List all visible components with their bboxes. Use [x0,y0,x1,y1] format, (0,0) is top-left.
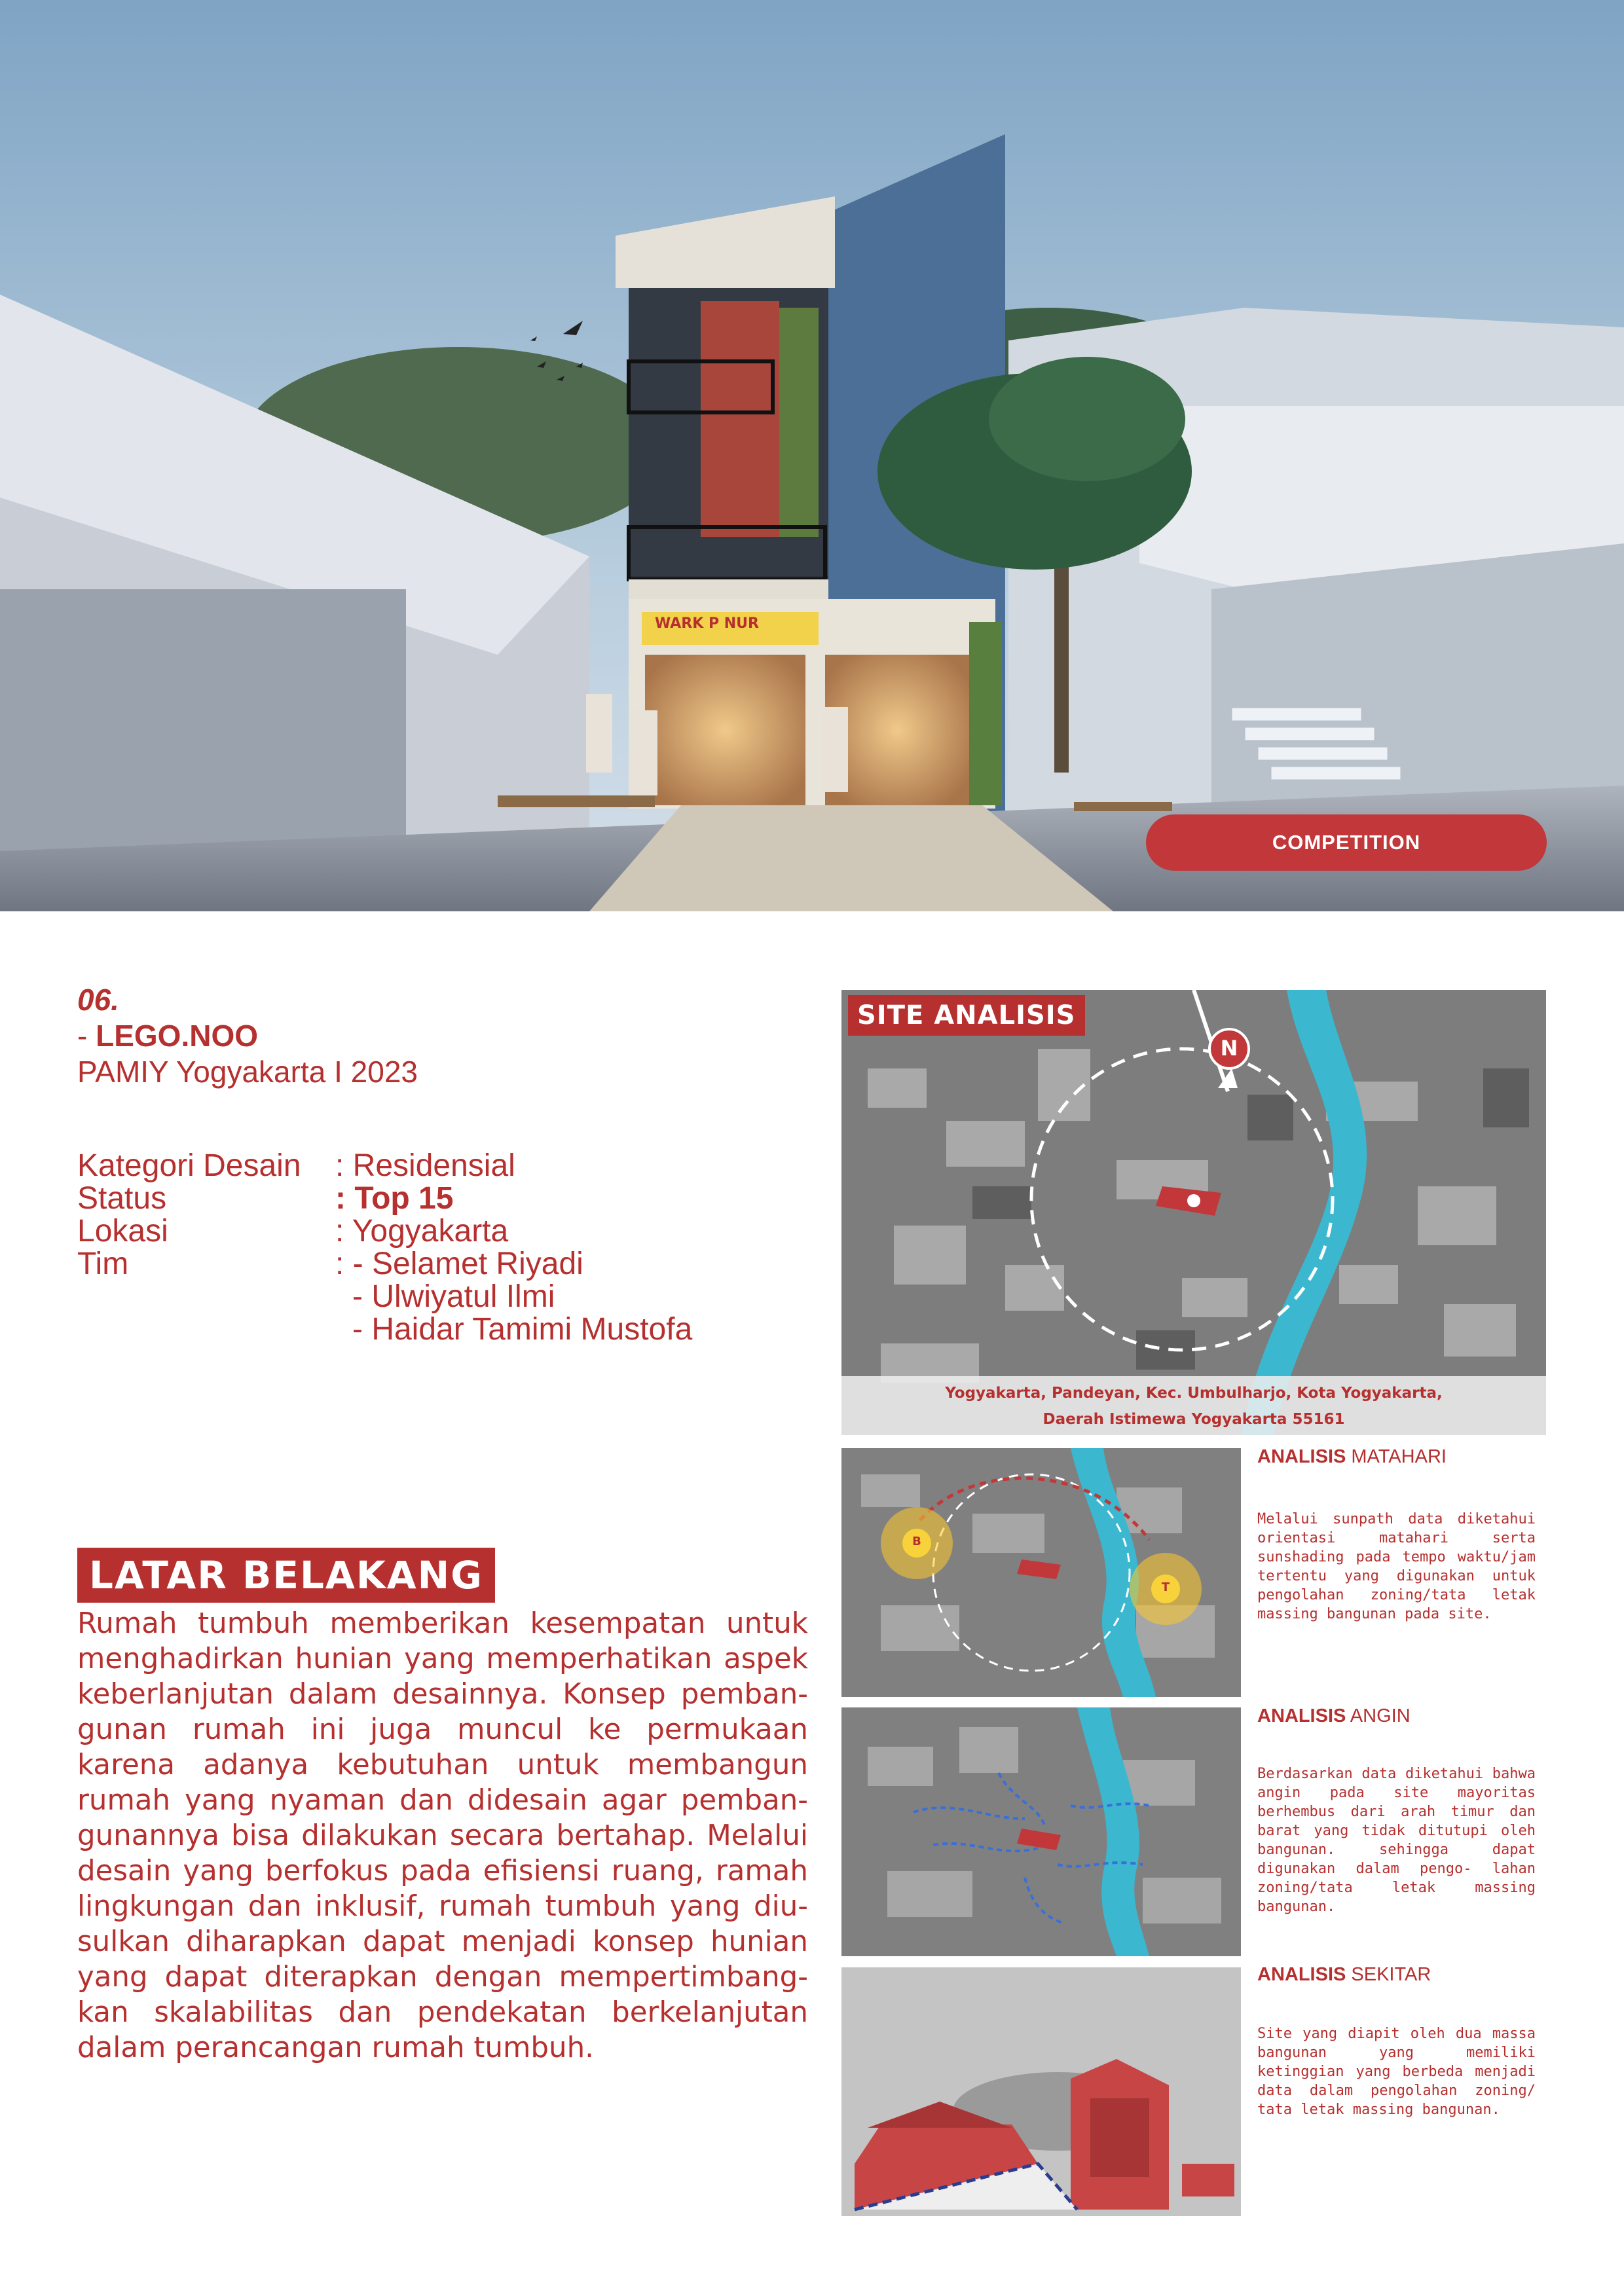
surrounding-analysis-illustration [841,1967,1241,2216]
project-name-text: LEGO.NOO [96,1019,259,1053]
meta-row-kategori [77,1150,515,1182]
building-render-illustration [0,0,1624,911]
meta-row-lokasi [77,1215,508,1248]
analisis-rest: ANGIN [1346,1705,1411,1726]
hero-rendering [0,0,1624,911]
competition-badge: COMPETITION [1146,814,1547,871]
address-line-1: Yogyakarta, Pandeyan, Kec. Umbulharjo, Kota Yogyakarta, [945,1385,1443,1402]
wind-analysis-illustration [841,1707,1241,1956]
analisis-angin-text: Berdasarkan data diketahui bahwa angin pada site mayoritas berhembus dari arah timur dan barat yang tidak ditutupi oleh bangunan. sehingga dapat digunakan dalam pengo- lahan zoning/tata letak massing bangunan. [1257,1766,1536,1915]
project-number: 06. [77,983,119,1017]
latar-belakang-title: LATAR BELAKANG [77,1548,495,1603]
sun-analysis-illustration [841,1448,1241,1697]
project-name [77,1018,258,1053]
shop-sign: WARK P NUR [655,615,759,632]
project-name-prefix: - [77,1019,96,1053]
analisis-sekitar-title [1257,1964,1431,1986]
analisis-rest: MATAHARI [1346,1446,1447,1467]
site-map-illustration [841,990,1546,1435]
address-line-2: Daerah Istimewa Yogyakarta 55161 [1043,1411,1345,1428]
wind-analysis-map [841,1707,1241,1956]
meta-row-status [77,1182,453,1215]
analisis-bold: ANALISIS [1257,1705,1346,1726]
meta-label: Status [77,1181,167,1216]
analisis-matahari-text: Melalui sunpath data diketahui orientasi matahari serta sunshading pada tempo waktu/jam tertentu yang digunakan untuk pengolahan zoning/tata letak massing bangunan pada site. [1257,1511,1536,1622]
analisis-rest: SEKITAR [1346,1964,1431,1985]
site-address [841,1376,1546,1435]
meta-value-bold [335,1181,453,1216]
analisis-sekitar-text: Site yang diapit oleh dua massa bangunan yang memiliki ketinggian yang berbeda menjadi data dalam pengolahan zoning/ tata letak massing bangunan. [1257,2026,1536,2118]
analisis-bold: ANALISIS [1257,1446,1346,1467]
meta-label: Lokasi [77,1214,168,1248]
team-member: - Haidar Tamimi Mustofa [352,1312,693,1347]
analisis-matahari-title [1257,1446,1447,1468]
meta-value: : Top 15 [335,1181,454,1216]
meta-value: : - Selamet Riyadi [335,1247,583,1281]
sun-label-west: B [912,1535,921,1548]
sun-label-east: T [1161,1580,1170,1594]
analisis-angin-title [1257,1705,1411,1727]
site-map [841,990,1546,1435]
sun-analysis-map [841,1448,1241,1697]
meta-value: : Yogyakarta [335,1214,509,1248]
project-event: PAMIY Yogyakarta I 2023 [77,1055,418,1089]
meta-label: Tim [77,1247,129,1281]
meta-row-tim [77,1248,583,1281]
meta-value: : Residensial [335,1148,515,1183]
north-label: N [1220,1036,1238,1061]
meta-label: Kategori Desain [77,1148,301,1183]
team-member: - Ulwiyatul Ilmi [352,1279,555,1314]
surrounding-analysis-photo [841,1967,1241,2216]
latar-belakang-text: Rumah tumbuh memberikan kesempatan untuk menghadirkan hunian yang memperhatikan aspek keberlanjutan dalam desainnya. Konsep pemban-gunan rumah ini juga muncul ke permukaan karena adanya kebutuhan untuk membangun rumah yang nyaman dan didesain agar pemban-gunannya bisa dilakukan secara bertahap. Melalui desain yang berfokus pada efisiensi ruang, ramah lingkungan dan inklusif, rumah tumbuh yang diu-sulkan diharapkan dapat menjadi konsep hunian yang dapat diterapkan dengan mempertimbang-kan skalabilitas dan pendekatan berkelanjutan dalam perancangan rumah tumbuh. [77,1607,808,2064]
site-analisis-title: SITE ANALISIS [848,995,1085,1036]
analisis-bold: ANALISIS [1257,1964,1346,1985]
